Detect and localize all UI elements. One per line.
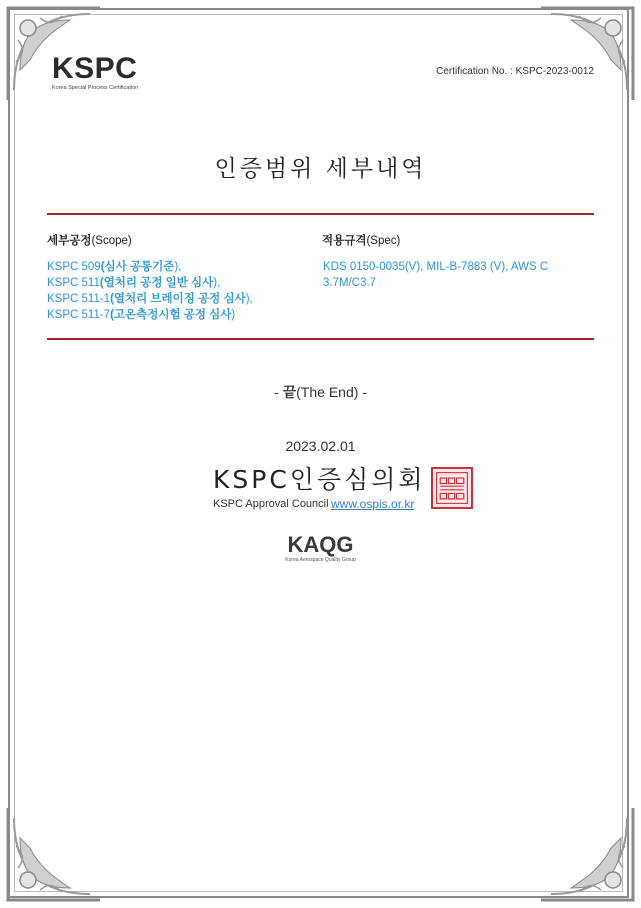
scope-code: KSPC 511-7	[47, 309, 111, 321]
the-end-en: (The End) -	[296, 384, 367, 400]
scope-tail: ),	[174, 261, 182, 273]
divider-bottom	[47, 338, 594, 340]
spec-text: KDS 0150-0035(V), MIL-B-7883 (V), AWS C 3.7M/C3.7	[323, 261, 549, 289]
scope-code: KSPC 511	[47, 277, 100, 289]
council-website-link[interactable]: www.ospis.or.kr	[331, 497, 415, 511]
issue-date: 2023.02.01	[285, 438, 356, 454]
scope-heading-ko: 세부공정	[47, 235, 92, 247]
kaqg-logo-subtitle: Korea Aerospace Quality Group	[285, 557, 356, 563]
scope-list	[47, 259, 317, 323]
scope-tail: )	[231, 309, 236, 321]
scope-description: (심사 공통기준	[100, 261, 175, 273]
spec-heading-ko: 적용규격	[322, 235, 367, 247]
spec-heading-en: (Spec)	[366, 235, 401, 247]
scope-tail: ),	[213, 277, 221, 289]
scope-code: KSPC 511-1	[47, 293, 111, 305]
scope-description: (고온측정시험 공정 심사	[110, 309, 232, 321]
kaqg-logo-text: KAQG	[287, 532, 354, 557]
official-seal-icon	[431, 467, 473, 509]
scope-description: (열처리 공정 일반 심사	[99, 277, 214, 289]
list-item	[47, 307, 317, 323]
page-title: 인증범위 세부내역	[214, 156, 427, 182]
kspc-logo	[52, 54, 138, 91]
corner-ornament-icon	[531, 0, 641, 110]
spec-heading	[322, 232, 400, 248]
corner-ornament-icon	[531, 798, 641, 908]
the-end-ko: 끝	[282, 384, 297, 400]
scope-code: KSPC 509	[47, 261, 101, 273]
kaqg-logo	[0, 534, 641, 563]
kspc-logo-subtitle: Korea Special Process Certification	[52, 85, 139, 91]
list-item	[47, 275, 317, 291]
scope-heading	[47, 232, 132, 248]
scope-tail: ),	[245, 293, 253, 305]
scope-heading-en: (Scope)	[91, 235, 132, 247]
council-english-name: KSPC Approval Council	[213, 498, 329, 510]
scope-description: (열처리 브레이징 공정 심사	[110, 293, 246, 305]
list-item	[47, 291, 317, 307]
divider-top	[47, 213, 594, 215]
council-name: KSPC인증심의회	[213, 465, 426, 494]
the-end-marker	[0, 382, 641, 402]
kspc-logo-text: KSPC	[52, 52, 138, 85]
corner-ornament-icon	[0, 798, 110, 908]
certification-number: Certification No. : KSPC-2023-0012	[436, 66, 594, 77]
list-item	[47, 259, 317, 275]
the-end-prefix: -	[274, 384, 283, 400]
